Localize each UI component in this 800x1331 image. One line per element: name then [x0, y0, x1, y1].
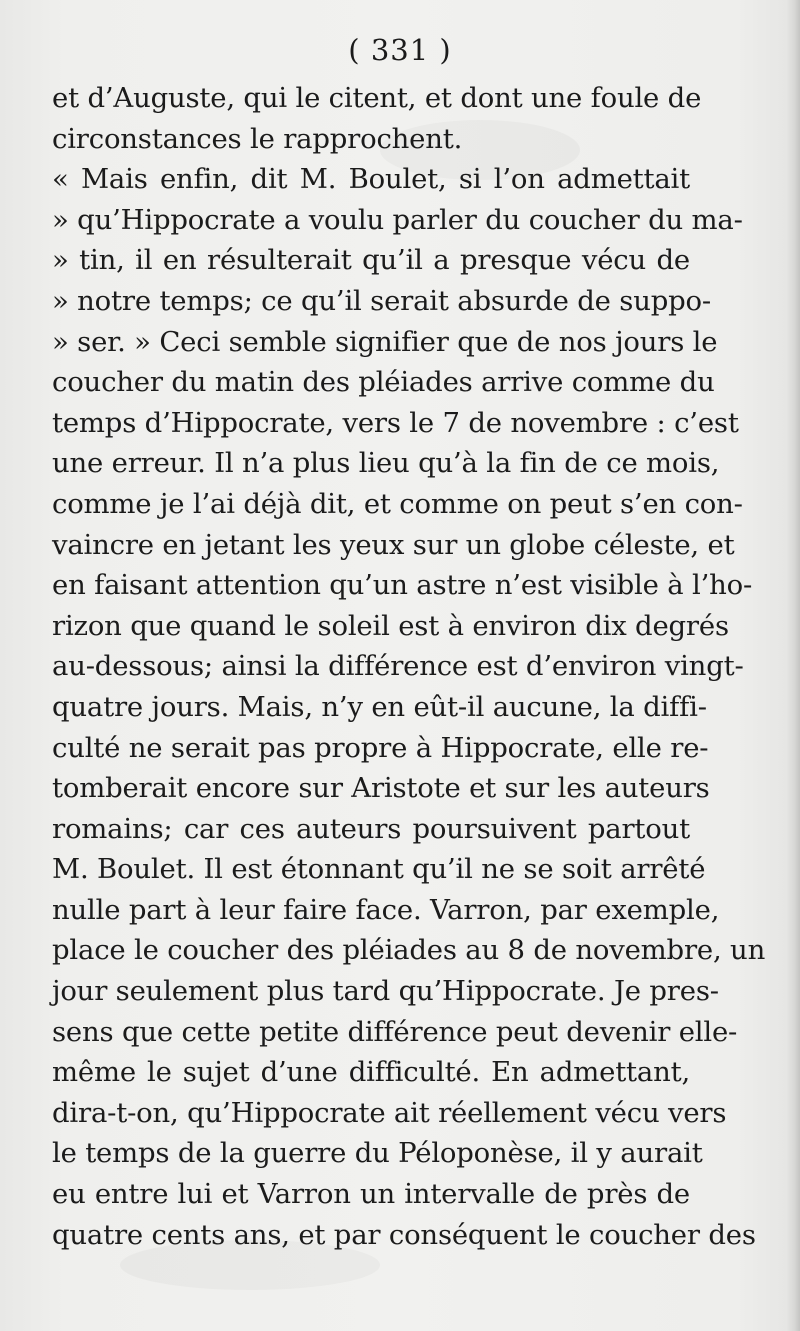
text-line: le temps de la guerre du Péloponèse, il y aurait — [52, 1137, 703, 1170]
text-line: nulle part à leur faire face. Varron, par exemple, — [52, 893, 720, 926]
text-line: sens que cette petite différence peut devenir elle- — [52, 1015, 738, 1048]
text-line: une erreur. Il n’a plus lieu qu’à la fin de ce mois, — [52, 447, 720, 480]
text-line: au-dessous; ainsi la différence est d’environ vingt- — [52, 650, 744, 683]
text-line: M. Boulet. Il est étonnant qu’il ne se soit arrêté — [52, 853, 706, 886]
text-line: » qu’Hippocrate a voulu parler du coucher du ma- — [52, 203, 743, 236]
page-edge-shadow — [786, 0, 800, 1331]
text-line: temps d’Hippocrate, vers le 7 de novembre : c’est — [52, 406, 739, 439]
text-line: circonstances le rapprochent. — [52, 122, 463, 155]
text-line: » ser. » Ceci semble signifier que de nos jours le — [52, 325, 718, 358]
text-line: rizon que quand le soleil est à environ dix degrés — [52, 609, 729, 642]
text-line: vaincre en jetant les yeux sur un globe céleste, et — [52, 528, 735, 561]
page-number: ( 331 ) — [348, 33, 452, 67]
text-line: comme je l’ai déjà dit, et comme on peut s’en con- — [52, 487, 743, 520]
text-line: même le sujet d’une difficulté. En admettant, — [52, 1056, 690, 1089]
text-line: place le coucher des pléiades au 8 de novembre, un — [52, 934, 766, 967]
text-line: culté ne serait pas propre à Hippocrate, elle re- — [52, 731, 709, 764]
text-line: « Mais enfin, dit M. Boulet, si l’on admettait — [52, 163, 690, 196]
text-line: » notre temps; ce qu’il serait absurde de suppo- — [52, 284, 711, 317]
text-line: coucher du matin des pléiades arrive comme du — [52, 366, 715, 399]
text-line: en faisant attention qu’un astre n’est visible à l’ho- — [52, 569, 753, 602]
text-line: » tin, il en résulterait qu’il a presque vécu de — [52, 244, 690, 277]
text-line: romains; car ces auteurs poursuivent partout — [52, 812, 690, 845]
body-text — [52, 78, 766, 1255]
text-line: jour seulement plus tard qu’Hippocrate. Je pres- — [52, 975, 719, 1008]
text-line: dira-t-on, qu’Hippocrate ait réellement vécu vers — [52, 1096, 727, 1129]
text-line: quatre jours. Mais, n’y en eût-il aucune, la diffi- — [52, 690, 707, 723]
text-line: eu entre lui et Varron un intervalle de près de — [52, 1178, 690, 1211]
text-line: tomberait encore sur Aristote et sur les auteurs — [52, 772, 710, 805]
text-line: quatre cents ans, et par conséquent le coucher des — [52, 1218, 756, 1251]
text-line: et d’Auguste, qui le citent, et dont une foule de — [52, 82, 702, 114]
